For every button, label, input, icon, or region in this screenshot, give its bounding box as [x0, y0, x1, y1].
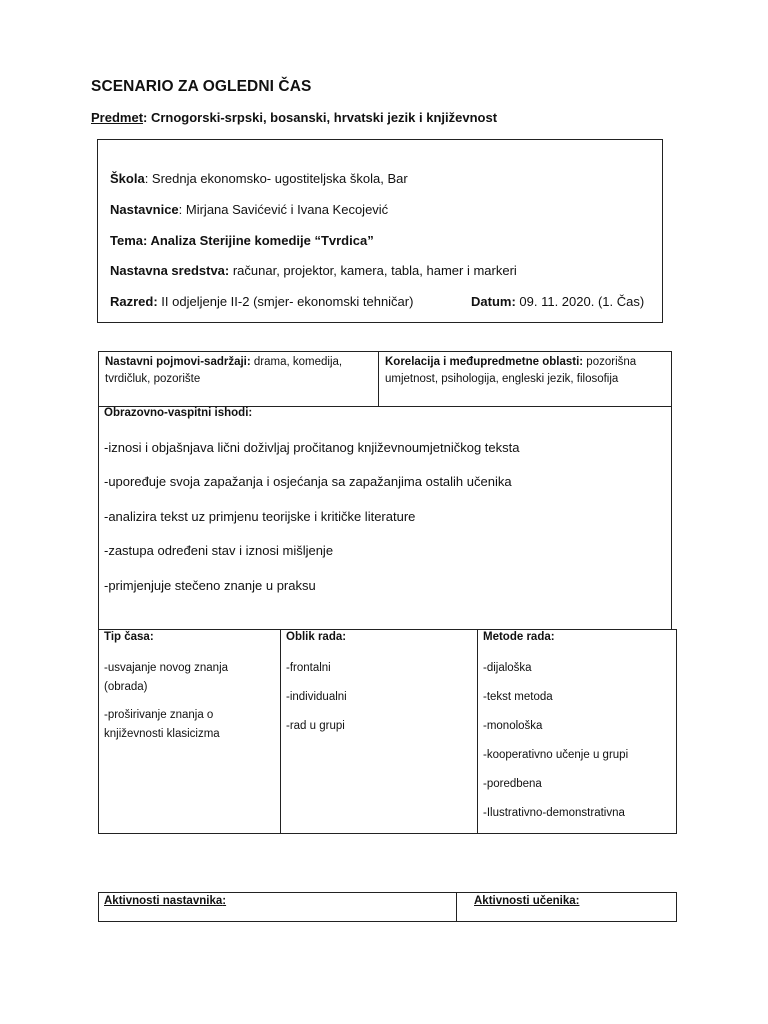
lesson-type-item: -usvajanje novog znanja	[104, 662, 229, 674]
info-box	[97, 139, 663, 323]
outcomes-label: Obrazovno-vaspitni ishodi:	[104, 407, 253, 419]
work-form-label: Oblik rada:	[286, 631, 347, 643]
resources-value: računar, projektor, kamera, tabla, hamer i markeri	[229, 263, 517, 278]
correlation-label: Korelacija i međupredmetne oblasti:	[385, 356, 584, 368]
concepts-text	[105, 354, 373, 388]
class-line	[110, 294, 413, 309]
school-label: Škola	[110, 171, 145, 186]
date-line	[471, 294, 644, 309]
date-label: Datum:	[471, 294, 516, 309]
methods-item: -Ilustrativno-demonstrativna	[483, 807, 625, 819]
lesson-type-item: -proširivanje znanja o	[104, 709, 214, 721]
resources-line	[110, 263, 517, 278]
methods-item: -tekst metoda	[483, 691, 553, 703]
correlation-value: pozorišna umjetnost, psihologija, engleski jezik, filosofija	[385, 356, 637, 385]
class-label: Razred:	[110, 294, 158, 309]
methods-item: -dijaloška	[483, 662, 532, 674]
outcome-item: -analizira tekst uz primjenu teorijske i kritičke literature	[104, 509, 416, 524]
subject-line	[91, 110, 497, 125]
methods-item: -monološka	[483, 720, 543, 732]
concepts-label: Nastavni pojmovi-sadržaji:	[105, 356, 251, 368]
teachers-line	[110, 202, 388, 217]
work-form-item: -rad u grupi	[286, 720, 345, 732]
outcome-item: -upoređuje svoja zapažanja i osjećanja sa zapažanjima ostalih učenika	[104, 474, 512, 489]
methods-item: -poredbena	[483, 778, 542, 790]
teacher-activities-label: Aktivnosti nastavnika:	[104, 895, 227, 907]
outcome-item: -zastupa određeni stav i iznosi mišljenje	[104, 543, 334, 558]
lesson-type-item: književnosti klasicizma	[104, 728, 220, 740]
topic-value: : Analiza Sterijine komedije “Tvrdica”	[143, 233, 374, 248]
teachers-value: : Mirjana Savićević i Ivana Kecojević	[178, 202, 389, 217]
work-form-item: -frontalni	[286, 662, 331, 674]
student-activities-label: Aktivnosti učenika:	[474, 895, 580, 907]
teachers-label: Nastavnice	[110, 202, 179, 217]
date-value: 09. 11. 2020. (1. Čas)	[515, 294, 645, 309]
correlation-cell	[378, 351, 672, 407]
concepts-cell	[98, 351, 379, 407]
work-form-item: -individualni	[286, 691, 347, 703]
lesson-type-item: (obrada)	[104, 681, 148, 693]
school-value: : Srednja ekonomsko- ugostiteljska škola, Bar	[144, 171, 408, 186]
class-value: II odjeljenje II-2 (smjer- ekonomski tehničar)	[157, 294, 414, 309]
resources-label: Nastavna sredstva:	[110, 263, 230, 278]
methods-item: -kooperativno učenje u grupi	[483, 749, 629, 761]
methods-label: Metode rada:	[483, 631, 555, 643]
subject-label: Predmet	[91, 110, 144, 125]
topic-label: Tema	[110, 233, 143, 248]
topic-line	[110, 233, 374, 248]
outcome-item: -primjenjuje stečeno znanje u praksu	[104, 578, 316, 593]
correlation-text	[385, 354, 667, 388]
lesson-type-label: Tip časa:	[104, 631, 154, 643]
subject-value: : Crnogorski-srpski, bosanski, hrvatski jezik i književnost	[143, 110, 498, 125]
school-line	[110, 171, 408, 186]
document-title: SCENARIO ZA OGLEDNI ČAS	[91, 78, 312, 95]
concepts-value: drama, komedija, tvrdičluk, pozorište	[105, 356, 343, 385]
outcome-item: -iznosi i objašnjava lični doživljaj pročitanog književnoumjetničkog teksta	[104, 440, 520, 455]
